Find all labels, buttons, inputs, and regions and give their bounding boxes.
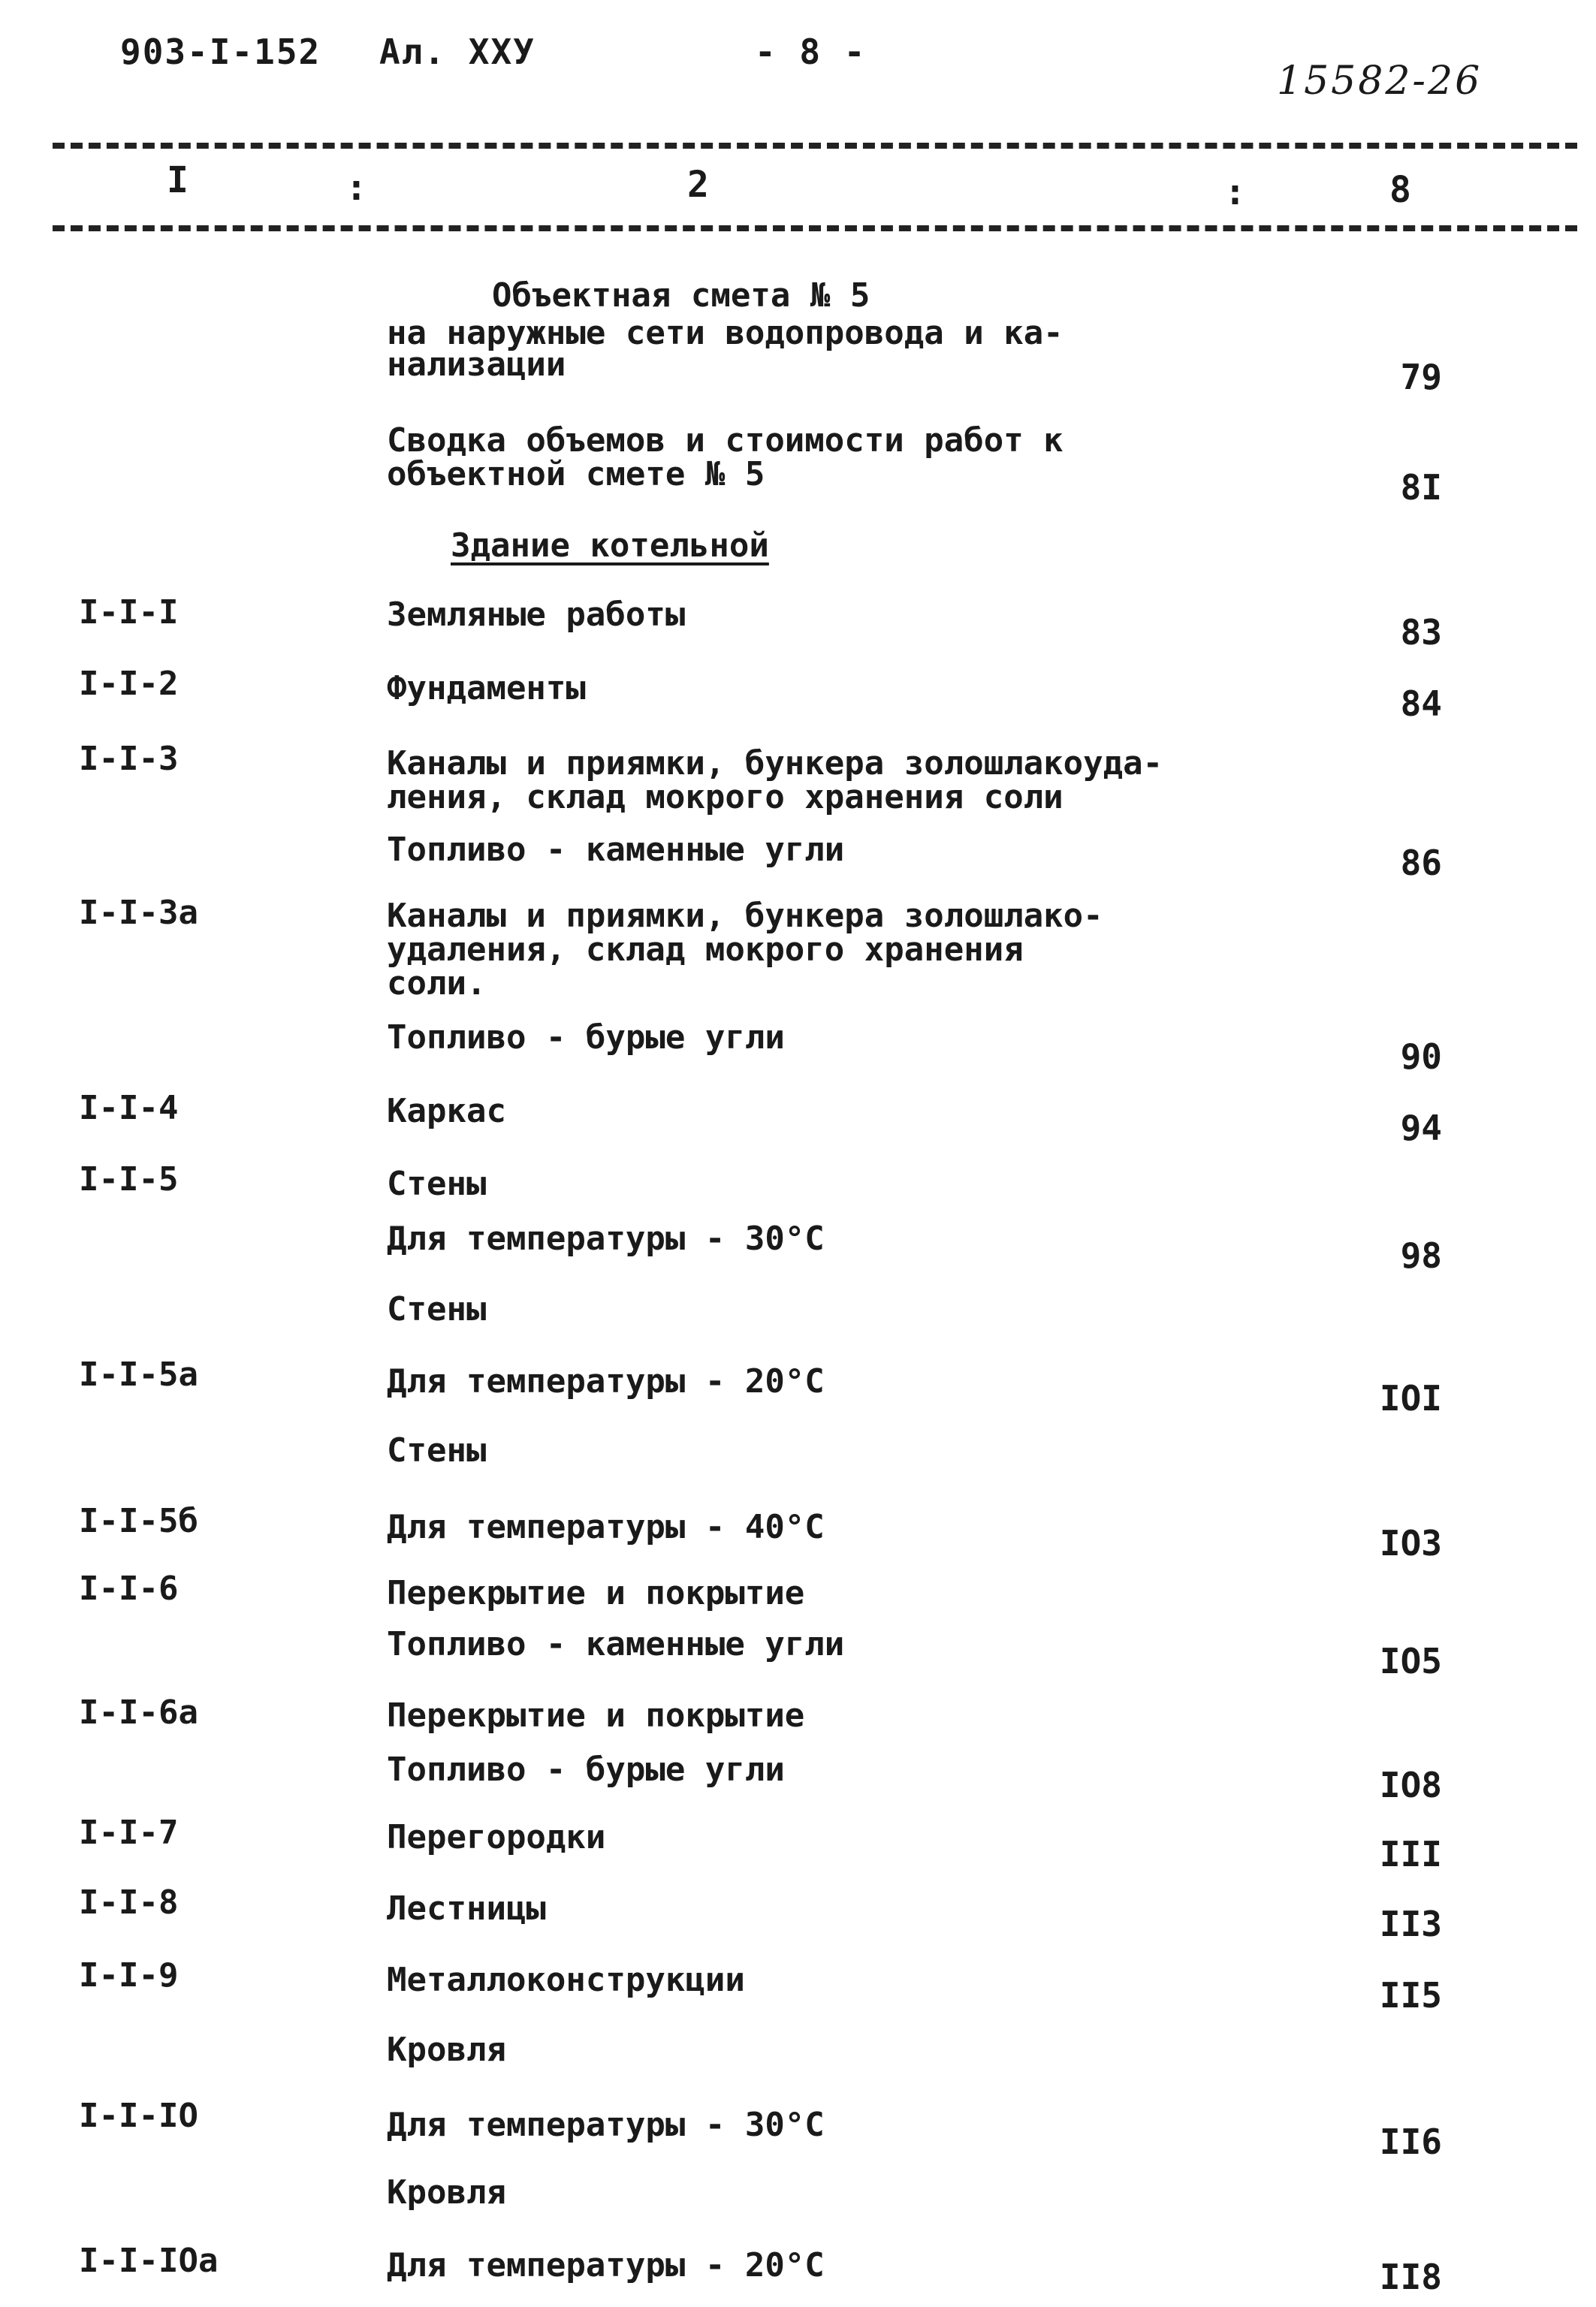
summary-line-1: Сводка объемов и стоимости работ к [387,421,1063,460]
row-code: I-I-7 [79,1814,179,1852]
row-text: Перекрытие и покрытие [387,1696,805,1735]
album-number: Ал. ХХУ [379,32,536,72]
row-page: 98 [1400,1235,1442,1276]
row-text: Для температуры - 20°С [387,1362,825,1401]
row-code: I-I-2 [79,665,179,703]
row-page: II8 [1379,2257,1442,2297]
column-1-header: I [167,159,189,201]
row-code: I-I-IOа [79,2242,219,2280]
series-code: 903-I-152 [120,32,321,72]
row-text: Перегородки [387,1818,606,1856]
row-code: I-I-IO [79,2097,198,2135]
row-text: Фундаменты [387,669,586,707]
row-page: II5 [1379,1975,1442,2016]
row-code: I-I-I [79,593,179,632]
row-text: Топливо - каменные угли [387,1625,845,1663]
bottom-rule [53,225,1577,231]
row-text: Лестницы [387,1889,546,1928]
column-separator-2: : [1224,171,1246,213]
row-text: Кровля [387,2173,506,2212]
row-code: I-I-4 [79,1089,179,1127]
row-text: Каркас [387,1092,506,1130]
section-line-2: нализации [387,345,566,384]
row-text: Перекрытие и покрытие [387,1574,805,1612]
row-page: III [1379,1834,1442,1874]
row-text: Топливо - бурые угли [387,1751,785,1789]
row-text: Стены [387,1165,487,1203]
row-text: Для температуры - 20°С [387,2246,825,2284]
column-2-header: 2 [687,164,709,206]
row-page: 94 [1400,1108,1442,1148]
top-rule [53,143,1577,149]
row-text: Металлоконструкции [387,1961,745,1999]
row-code: I-I-3 [79,740,179,778]
row-text: Стены [387,1290,487,1328]
row-page: IOI [1379,1378,1442,1419]
row-text: Стены [387,1431,487,1470]
row-code: I-I-9 [79,1956,179,1995]
section-page: 79 [1400,357,1442,397]
row-text: Для температуры - 30°С [387,1220,825,1258]
row-text: удаления, склад мокрого хранения [387,930,1024,969]
row-text: Земляные работы [387,596,686,634]
row-text: Каналы и приямки, бункера золошлако- [387,897,1103,935]
section-line-1: на наружные сети водопровода и ка- [387,314,1063,352]
row-text: Топливо - бурые угли [387,1018,785,1057]
row-page: IO3 [1379,1523,1442,1564]
row-text: соли. [387,964,487,1003]
building-heading: Здание котельной [451,526,769,565]
column-separator-1: : [345,167,367,209]
row-page: 84 [1400,683,1442,724]
row-text: Топливо - каменные угли [387,831,845,869]
row-page: 83 [1400,612,1442,653]
row-text: Кровля [387,2031,506,2069]
column-3-header: 8 [1389,169,1411,211]
row-page: 90 [1400,1036,1442,1077]
row-page: II3 [1379,1904,1442,1944]
row-page: II6 [1379,2122,1442,2162]
row-code: I-I-5а [79,1356,198,1394]
inventory-stamp: 15582-26 [1277,59,1483,104]
section-heading: Объектная смета № 5 [492,276,870,315]
summary-page: 8I [1400,467,1442,508]
row-text: Для температуры - 40°С [387,1508,825,1546]
row-code: I-I-8 [79,1883,179,1922]
row-page: 86 [1400,843,1442,883]
row-code: I-I-5б [79,1502,198,1540]
summary-line-2: объектной смете № 5 [387,455,765,493]
row-text: Для температуры - 30°С [387,2106,825,2144]
row-page: IO8 [1379,1765,1442,1805]
row-code: I-I-6 [79,1570,179,1608]
page-number: - 8 - [755,32,867,72]
row-text: ления, склад мокрого хранения соли [387,778,1063,816]
row-code: I-I-3а [79,894,198,932]
row-text: Каналы и приямки, бункера золошлакоуда- [387,744,1163,783]
row-page: IO5 [1379,1641,1442,1681]
row-code: I-I-5 [79,1160,179,1199]
row-code: I-I-6а [79,1693,198,1732]
